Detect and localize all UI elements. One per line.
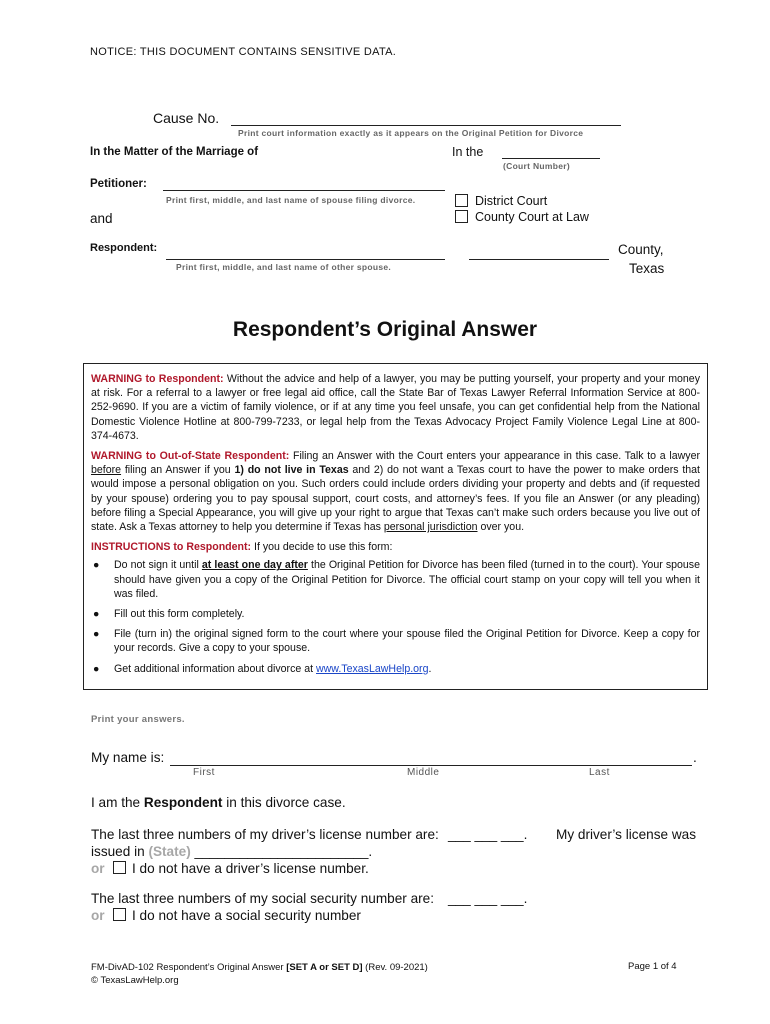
footer [91,961,428,987]
texaslawhelp-link[interactable]: www.TexasLawHelp.org [316,662,429,675]
instructions-list [91,558,700,675]
license-digits-field[interactable]: ___ ___ ___. [448,827,528,842]
form-id [91,961,428,974]
middle-name-label: Middle [407,767,440,778]
warning-out-of-state-text-3: and 2) do not want a Texas court to have the power to make orders that would impose a personal obligation on you. Such orders could include orders dividing your property and debts and (if requested by your spouse) ordering you to pay spousal support, court costs, and attorney’s fees. If you file an Answer (or any pleading) before filing a Special Appearance, you will give up your right to argue that Texas can’t make such orders because you live out of state. Ask a Texas attorney to help you determine if Texas has [91,464,700,534]
county-court-checkbox[interactable] [455,210,468,223]
first-name-label: First [193,767,215,778]
role-text: I am the [91,795,144,810]
form-set-bold: [SET A or SET D] [286,962,363,973]
warning-out-of-state [91,449,700,534]
respondent-bold: Respondent [143,795,223,810]
bullet-4-text: Get additional information about divorce at [114,662,316,675]
role-text-2: in this divorce case. [222,795,346,810]
bullet-3-text: File (turn in) the original signed form to the court where your spouse filed the Original Petition for Divorce. Keep a copy for your records. Give a copy to your spouse. [114,628,700,655]
and-label: and [90,211,113,226]
ssn-statement: The last three numbers of my social security number are: [91,891,435,906]
list-item [91,607,700,621]
list-item [91,558,700,601]
petitioner-label: Petitioner: [90,178,147,190]
state-hint: (State) [148,844,191,859]
no-ssn-label: I do not have a social security number [132,908,361,923]
form-revision: (Rev. 09-2021) [362,962,428,973]
sensitive-data-notice: NOTICE: THIS DOCUMENT CONTAINS SENSITIVE DATA. [90,46,397,58]
page-number: Page 1 of 4 [628,961,677,972]
cause-number-field[interactable] [231,112,621,126]
respondent-full-name-field[interactable] [170,751,692,766]
role-statement [91,795,346,810]
district-court-label: District Court [475,194,548,208]
warning-respondent-label: WARNING to Respondent: [91,373,224,385]
bullet-icon: ● [93,608,100,621]
my-name-label: My name is: [91,750,165,765]
county-name-field[interactable] [469,245,609,260]
warning-respondent [91,372,700,443]
license-state-field[interactable]: _______________________. [194,844,373,859]
texas-label: Texas [629,261,665,276]
court-number-field[interactable] [502,145,600,159]
license-issued-text: My driver’s license was [556,827,697,842]
last-name-label: Last [589,767,610,778]
copyright: © TexasLawHelp.org [91,975,179,986]
warning-out-of-state-label: WARNING to Out-of-State Respondent: [91,450,290,463]
cause-number-hint: Print court information exactly as it appears on the Original Petition for Divorce [238,128,584,138]
or-label: or [91,861,105,876]
bullet-icon: ● [93,559,100,572]
respondent-label: Respondent: [90,242,158,254]
county-court-label: County Court at Law [475,210,589,224]
petitioner-hint: Print first, middle, and last name of spouse filing divorce. [166,195,416,205]
document-title: Respondent’s Original Answer [232,318,538,341]
list-item [91,662,700,676]
list-item [91,627,700,655]
bullet-icon: ● [93,662,100,675]
license-state-line [91,844,372,859]
name-period: . [693,750,697,765]
bullet-2-text: Fill out this form completely. [114,608,245,621]
print-answers-hint: Print your answers. [91,714,185,725]
license-statement: The last three numbers of my driver’s license number are: [91,827,439,842]
cause-number-label: Cause No. [153,110,220,126]
or-label: or [91,908,105,923]
form-id-text: FM-DivAD-102 Respondent’s Original Answer [91,962,287,973]
respondent-hint: Print first, middle, and last name of other spouse. [176,262,392,272]
petitioner-name-field[interactable] [163,176,445,191]
issued-in-text: issued in [91,844,149,859]
not-live-in-texas-bold: 1) do not live in Texas [234,464,349,477]
no-license-checkbox[interactable] [113,861,126,874]
bullet-4-period: . [428,662,432,675]
bullet-1-text-2: the Original Petition for Divorce has been filed (turned in to the court). Your spouse should have given you a copy of the Original Petition for Divorce. The official court stamp on your copy will tell you when it was filed. [114,559,700,600]
bullet-1-text: Do not sign it until [114,559,202,572]
warning-out-of-state-text-2: filing an Answer if you [121,464,235,477]
warning-instructions-box [83,363,708,690]
bullet-icon: ● [93,628,100,641]
in-the-label: In the [452,145,484,159]
before-underlined: before [91,464,122,477]
one-day-after-bold: at least one day after [201,559,308,572]
matter-label: In the Matter of the Marriage of [90,146,259,158]
county-label: County, [618,242,664,257]
instructions-heading [91,540,700,554]
court-number-hint: (Court Number) [503,161,570,171]
warning-out-of-state-text: Filing an Answer with the Court enters your appearance in this case. Talk to a lawyer [289,450,700,463]
district-court-checkbox[interactable] [455,194,468,207]
no-license-label: I do not have a driver’s license number. [132,861,369,876]
warning-out-of-state-text-4: over you. [477,521,525,534]
ssn-digits-field[interactable]: ___ ___ ___. [448,891,528,906]
no-ssn-checkbox[interactable] [113,908,126,921]
warning-respondent-text: Without the advice and help of a lawyer, you may be putting yourself, your property and your money at risk. For a referral to a lawyer or free legal aid office, call the State Bar of Texas Lawyer Referral Information Service at 800-252-9690. If you are a victim of family violence, or if at any time you feel unsafe, you can get confidential help from the National Domestic Violence Hotline at 800-799-7233, or legal help from the Texas Advocacy Project Family Violence Legal Line at 800-374-4673. [91,373,700,442]
respondent-name-field[interactable] [166,245,445,260]
instructions-label: INSTRUCTIONS to Respondent: [91,541,252,554]
instructions-text: If you decide to use this form: [251,541,393,554]
personal-jurisdiction-underlined: personal jurisdiction [383,521,478,534]
